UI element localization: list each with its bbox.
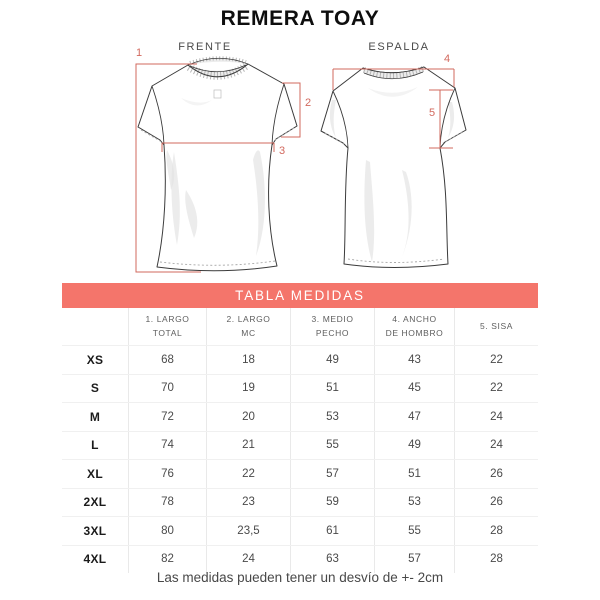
table-row-m [62, 402, 538, 431]
col-header-ancho-hombro: 4. ANCHO DE HOMBRO [374, 308, 454, 345]
value-largo-total: 78 [128, 489, 206, 517]
value-largo-mc: 23 [206, 489, 290, 517]
value-medio-pecho: 59 [290, 489, 374, 517]
size-label: 4XL [83, 552, 107, 567]
value-largo-total: 82 [128, 546, 206, 574]
tolerance-note: Las medidas pueden tener un desvío de +- 2cm [156, 570, 444, 585]
value-medio-pecho: 55 [290, 432, 374, 460]
value-largo-mc: 18 [206, 346, 290, 374]
value-ancho-hombro: 43 [374, 346, 454, 374]
value-largo-mc: 23,5 [206, 517, 290, 545]
value-ancho-hombro: 55 [374, 517, 454, 545]
value-ancho-hombro: 45 [374, 375, 454, 403]
value-medio-pecho: 57 [290, 460, 374, 488]
value-medio-pecho: 61 [290, 517, 374, 545]
value-ancho-hombro: 53 [374, 489, 454, 517]
size-label: 2XL [83, 495, 107, 510]
back-view-label: ESPALDA [368, 41, 430, 53]
size-label: XL [87, 466, 103, 481]
page-title: REMERA TOAY [220, 7, 380, 30]
size-label: XS [86, 352, 104, 367]
table-row-l [62, 431, 538, 460]
table-row-s [62, 374, 538, 403]
value-ancho-hombro: 51 [374, 460, 454, 488]
col-header-medio-pecho: 3. MEDIO PECHO [290, 308, 374, 345]
col-header-largo-total: 1. LARGO TOTAL [128, 308, 206, 345]
value-sisa: 22 [454, 375, 538, 403]
value-largo-total: 74 [128, 432, 206, 460]
value-sisa: 28 [454, 517, 538, 545]
size-label: L [91, 438, 99, 453]
size-label: S [90, 381, 100, 396]
value-medio-pecho: 63 [290, 546, 374, 574]
table-row-4xl [62, 545, 538, 574]
value-largo-total: 80 [128, 517, 206, 545]
table-row-2xl [62, 488, 538, 517]
col-header-largo-mc: 2. LARGO MC [206, 308, 290, 345]
measure-5-label: 5 [428, 107, 436, 119]
back-shirt-drawing [321, 67, 466, 268]
table-row-xl [62, 459, 538, 488]
value-largo-total: 72 [128, 403, 206, 431]
measure-4-label: 4 [443, 53, 451, 65]
table-column-headers [62, 308, 538, 345]
tshirt-diagram [0, 40, 600, 285]
value-medio-pecho: 53 [290, 403, 374, 431]
neck-tag [214, 90, 221, 98]
value-medio-pecho: 51 [290, 375, 374, 403]
value-sisa: 28 [454, 546, 538, 574]
size-table [62, 283, 538, 573]
front-shirt-drawing [138, 58, 297, 271]
table-title: TABLA MEDIDAS [62, 283, 538, 308]
table-row-xs [62, 345, 538, 374]
value-sisa: 22 [454, 346, 538, 374]
value-largo-total: 76 [128, 460, 206, 488]
table-row-3xl [62, 516, 538, 545]
value-largo-mc: 24 [206, 546, 290, 574]
value-ancho-hombro: 49 [374, 432, 454, 460]
measure-2-label: 2 [304, 97, 312, 109]
value-largo-total: 68 [128, 346, 206, 374]
front-view-label: FRENTE [178, 41, 232, 53]
value-largo-mc: 21 [206, 432, 290, 460]
size-label: M [89, 409, 101, 424]
value-ancho-hombro: 57 [374, 546, 454, 574]
value-sisa: 26 [454, 489, 538, 517]
value-sisa: 26 [454, 460, 538, 488]
value-largo-mc: 20 [206, 403, 290, 431]
measure-1-label: 1 [135, 47, 143, 59]
value-ancho-hombro: 47 [374, 403, 454, 431]
value-medio-pecho: 49 [290, 346, 374, 374]
value-largo-total: 70 [128, 375, 206, 403]
col-header-sisa: 5. SISA [454, 308, 538, 345]
value-sisa: 24 [454, 403, 538, 431]
col-header-size [62, 308, 128, 345]
measure-3-label: 3 [278, 145, 286, 157]
value-sisa: 24 [454, 432, 538, 460]
value-largo-mc: 19 [206, 375, 290, 403]
size-label: 3XL [83, 523, 107, 538]
value-largo-mc: 22 [206, 460, 290, 488]
